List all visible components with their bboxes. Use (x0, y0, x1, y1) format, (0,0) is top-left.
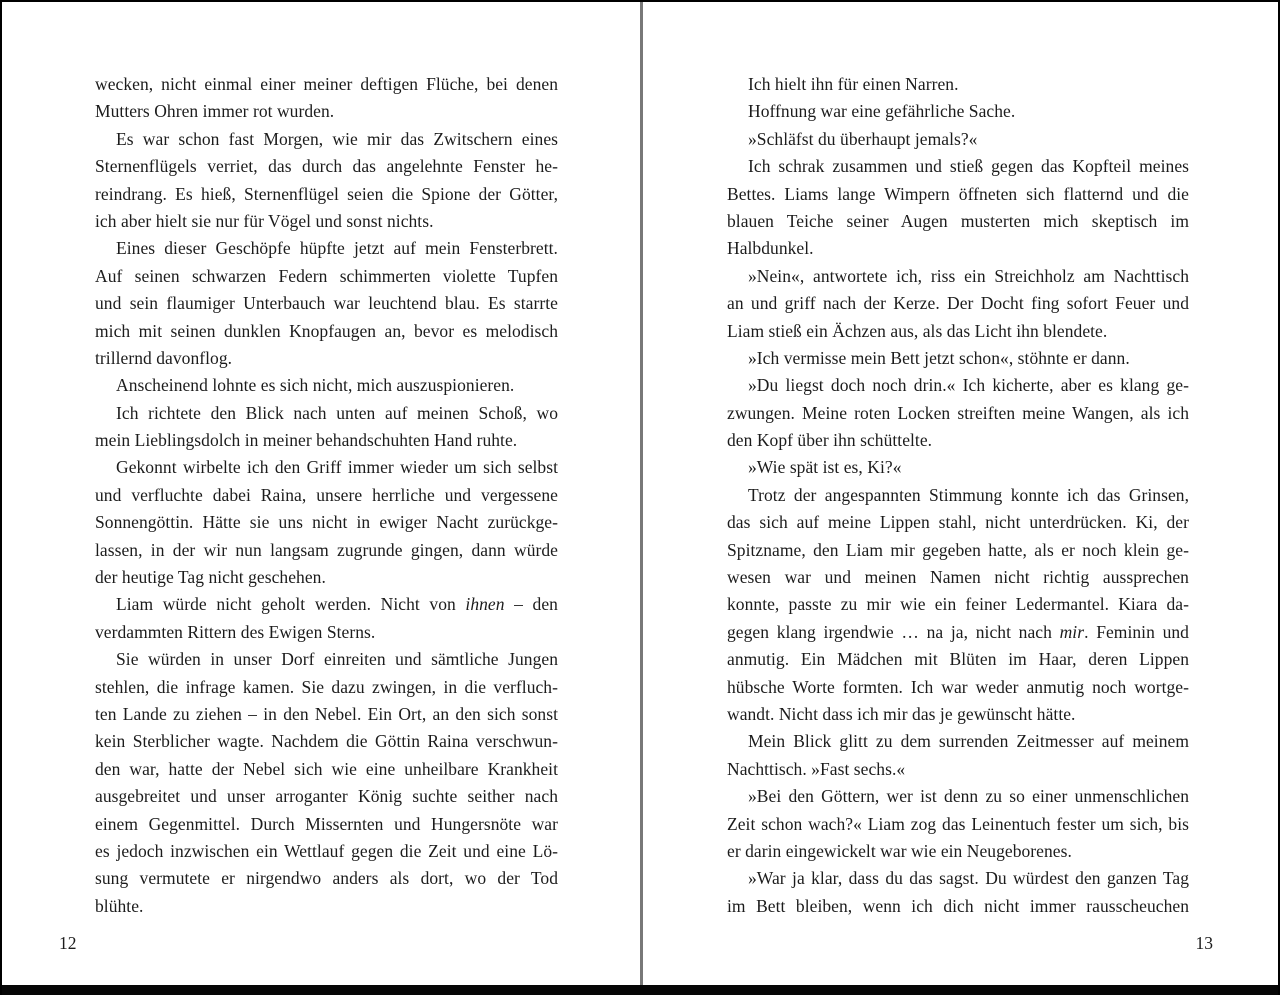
text-line: hübsche Worte formten. Ich war weder anmutig noch wortge- (727, 676, 1189, 697)
text-line: Trotz der angespannten Stimmung konnte ich das Grinsen, (748, 484, 1189, 505)
text-line: wandt. Nicht dass ich mir das je gewünscht hätte. (727, 703, 1076, 724)
text-line: Nachttisch. »Fast sechs.« (727, 758, 906, 779)
page-number-left: 12 (59, 933, 77, 953)
text-line: »War ja klar, dass du das sagst. Du würdest den ganzen Tag (748, 868, 1189, 889)
text-line: Liam stieß ein Ächzen aus, als das Licht ihn blendete. (727, 320, 1108, 341)
text-line: sung vermutete er nirgendwo anders als dort, wo der Tod (95, 868, 558, 889)
text-line: Spitzname, den Liam mir gegeben hatte, als er noch klein ge- (727, 539, 1189, 560)
text-line: blauen Teiche seiner Augen musterten mich skeptisch im (727, 210, 1189, 231)
text-line: es jedoch inzwischen ein Wettlauf gegen die Zeit und eine Lö- (95, 840, 558, 861)
text-line: zwungen. Meine roten Locken streiften meine Wangen, als ich (727, 402, 1189, 423)
text-line: anmutig. Ein Mädchen mit Blüten im Haar, deren Lippen (727, 649, 1189, 670)
spine-divider (640, 2, 643, 987)
text-line: wecken, nicht einmal einer meiner deftigen Flüche, bei denen (95, 74, 558, 94)
text-line: Auf seinen schwarzen Federn schimmerten violette Tupfen (95, 265, 558, 286)
text-line: »Ich vermisse mein Bett jetzt schon«, stöhnte er dann. (748, 347, 1130, 368)
text-line: Sternenflügels verriet, das durch das angelehnte Fenster he- (95, 156, 558, 177)
text-line: trillernd davonflog. (95, 347, 233, 368)
text-line: Eines dieser Geschöpfe hüpfte jetzt auf mein Fensterbrett. (116, 238, 558, 259)
text-line: Gekonnt wirbelte ich den Griff immer wieder um sich selbst (116, 457, 558, 478)
text-line: den Kopf über ihn schüttelte. (727, 430, 933, 451)
text-line: den war, hatte der Nebel sich wie eine unheilbare Krankheit (95, 758, 558, 779)
text-line: der heutige Tag nicht geschehen. (95, 567, 326, 588)
left-page-text (95, 71, 558, 920)
text-line: Halbdunkel. (727, 238, 814, 259)
text-line: »Schläfst du überhaupt jemals?« (748, 128, 978, 149)
right-page-text (727, 71, 1189, 920)
text-line: Zeit schon wach?« Liam zog das Leinentuch fester um sich, bis (727, 813, 1189, 834)
text-line: und sein flaumiger Unterbauch war leuchtend blau. Es starrte (95, 293, 558, 314)
text-line: konnte, passte zu mir wie ein feiner Ledermantel. Kiara da- (727, 594, 1189, 615)
text-line: kein Sterblicher wagte. Nachdem die Göttin Raina verschwun- (95, 731, 558, 752)
text-line: stehlen, die infrage kamen. Sie dazu zwingen, in die verfluch- (95, 676, 558, 697)
text-line: reindrang. Es hieß, Sternenflügel seien die Spione der Götter, (95, 183, 558, 204)
text-line: im Bett bleiben, wenn ich dich nicht immer rausscheuchen (727, 895, 1189, 916)
text-line: ten Lande zu ziehen – in den Nebel. Ein Ort, an den sich sonst (95, 703, 558, 724)
text-line: verdammten Rittern des Ewigen Sterns. (95, 621, 376, 642)
text-line: blühte. (95, 895, 144, 916)
text-line: Ich hielt ihn für einen Narren. (748, 74, 959, 94)
text-line: Liam würde nicht geholt werden. Nicht von ihnen – den (116, 594, 558, 615)
text-line: er darin eingewickelt war wie ein Neugeborenes. (727, 840, 1072, 861)
text-line: Bettes. Liams lange Wimpern öffneten sich flatternd und die (727, 183, 1189, 204)
text-line: Mein Blick glitt zu dem surrenden Zeitmesser auf meinem (748, 731, 1189, 752)
bottom-bar (2, 985, 1278, 995)
text-line: mein Lieblingsdolch in meiner behandschuhten Hand ruhte. (95, 430, 518, 451)
text-line: Sie würden in unser Dorf einreiten und sämtliche Jungen (116, 649, 558, 670)
text-line: Hoffnung war eine gefährliche Sache. (748, 101, 1016, 122)
text-line: »Wie spät ist es, Ki?« (748, 457, 902, 478)
text-line: Ich richtete den Blick nach unten auf meinen Schoß, wo (116, 402, 558, 423)
text-line: wesen war und meinen Namen nicht richtig aussprechen (727, 567, 1189, 588)
text-line: an und griff nach der Kerze. Der Docht fing sofort Feuer und (727, 293, 1189, 314)
text-line: ich aber hielt sie nur für Vögel und sonst nichts. (95, 210, 434, 231)
text-line: und verfluchte dabei Raina, unsere herrliche und vergessene (95, 484, 558, 505)
text-line: lassen, in der wir nun langsam zugrunde gingen, dann würde (95, 539, 558, 560)
text-line: Mutters Ohren immer rot wurden. (95, 101, 335, 122)
text-line: ausgebreitet und unser arroganter König suchte seither nach (95, 786, 558, 807)
text-line: »Bei den Göttern, wer ist denn zu so einer unmenschlichen (748, 786, 1189, 807)
page-number-right: 13 (1195, 933, 1213, 953)
text-line: Sonnengöttin. Hätte sie uns nicht in ewiger Nacht zurückge- (95, 512, 558, 533)
text-line: »Du liegst doch noch drin.« Ich kicherte, aber es klang ge- (748, 375, 1189, 396)
text-line: gegen klang irgendwie … na ja, nicht nach mir. Feminin und (727, 621, 1189, 642)
text-line: Ich schrak zusammen und stieß gegen das Kopfteil meines (748, 156, 1189, 177)
text-line: Anscheinend lohnte es sich nicht, mich auszuspionieren. (116, 375, 515, 396)
text-line: mich mit seinen dunklen Knopfaugen an, bevor es melodisch (95, 320, 558, 341)
text-line: einem Gegenmittel. Durch Missernten und Hungersnöte war (95, 813, 558, 834)
text-line: Es war schon fast Morgen, wie mir das Zwitschern eines (116, 128, 558, 149)
text-line: das sich auf meine Lippen stahl, nicht unterdrücken. Ki, der (727, 512, 1189, 533)
text-line: »Nein«, antwortete ich, riss ein Streichholz am Nachttisch (748, 265, 1189, 286)
